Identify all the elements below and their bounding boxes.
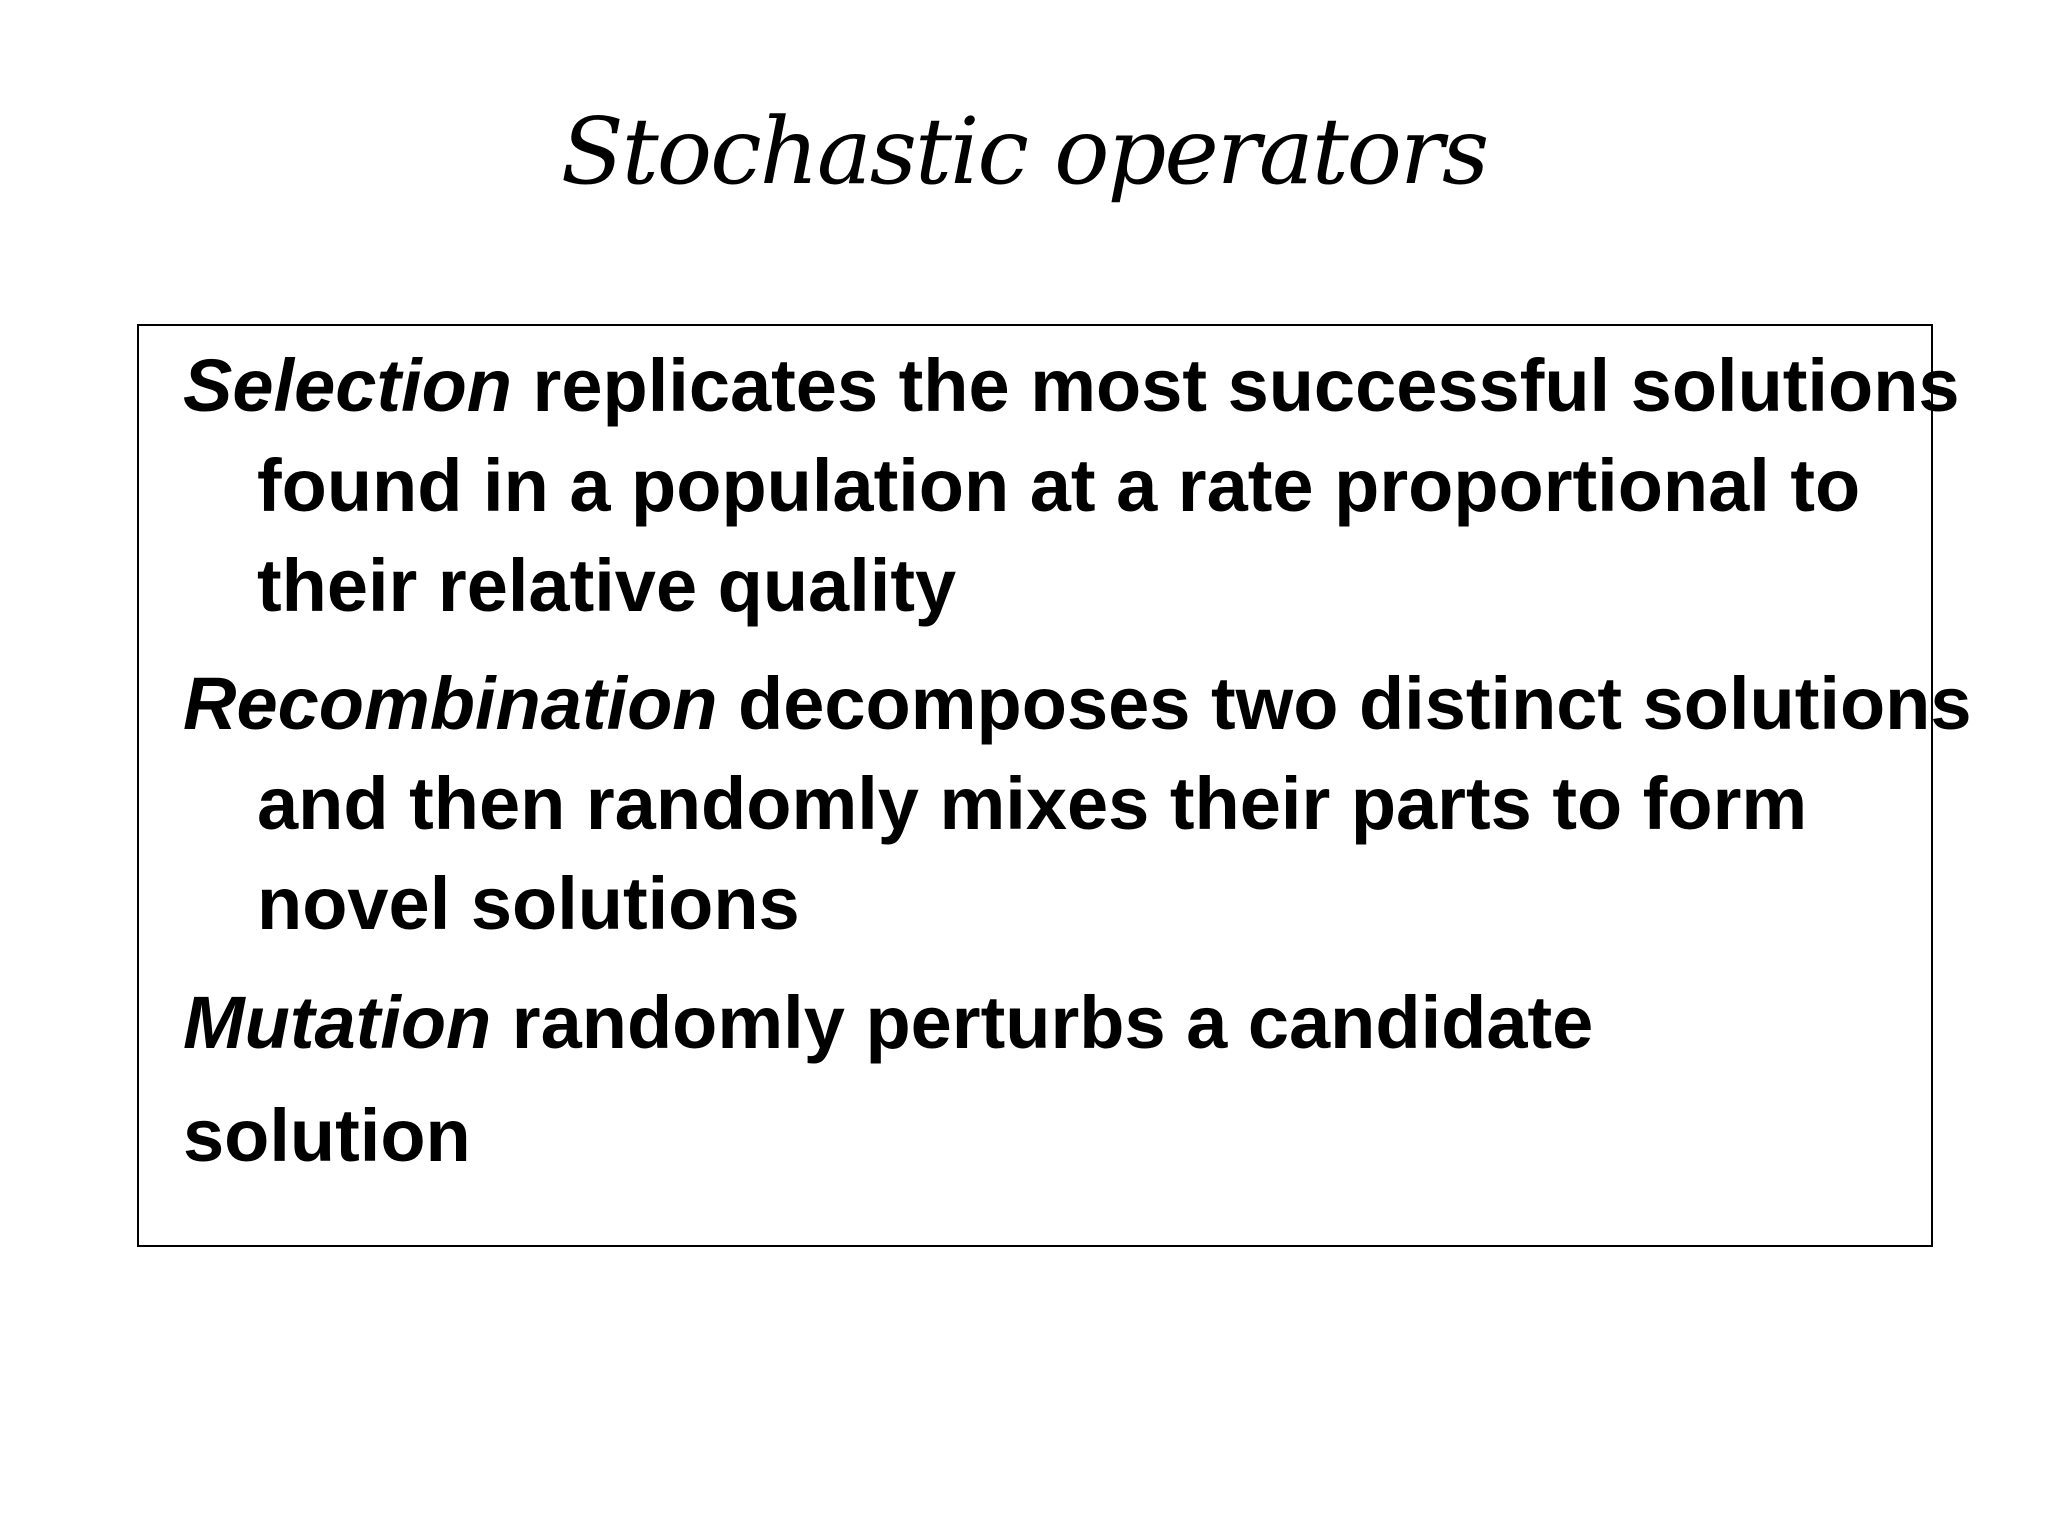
bullet-term: Mutation (183, 981, 492, 1064)
bullet-selection (183, 336, 1977, 636)
content-box (137, 324, 1972, 1247)
bullet-continuation: solution (183, 1094, 471, 1177)
slide-title: Stochastic operators (560, 98, 1488, 205)
bullet-text: decomposes two distinct solutions and then randomly mixes their parts to form novel solutions (257, 662, 1972, 945)
bullet-text: randomly perturbs a candidate (491, 981, 1594, 1064)
bullet-term: Recombination (183, 662, 718, 745)
bullet-mutation (183, 973, 1977, 1073)
bullet-text: replicates the most successful solutions found in a population at a rate proportional to their relative quality (257, 344, 1960, 627)
bullet-term: Selection (183, 344, 512, 427)
bullet-recombination (183, 654, 1977, 954)
